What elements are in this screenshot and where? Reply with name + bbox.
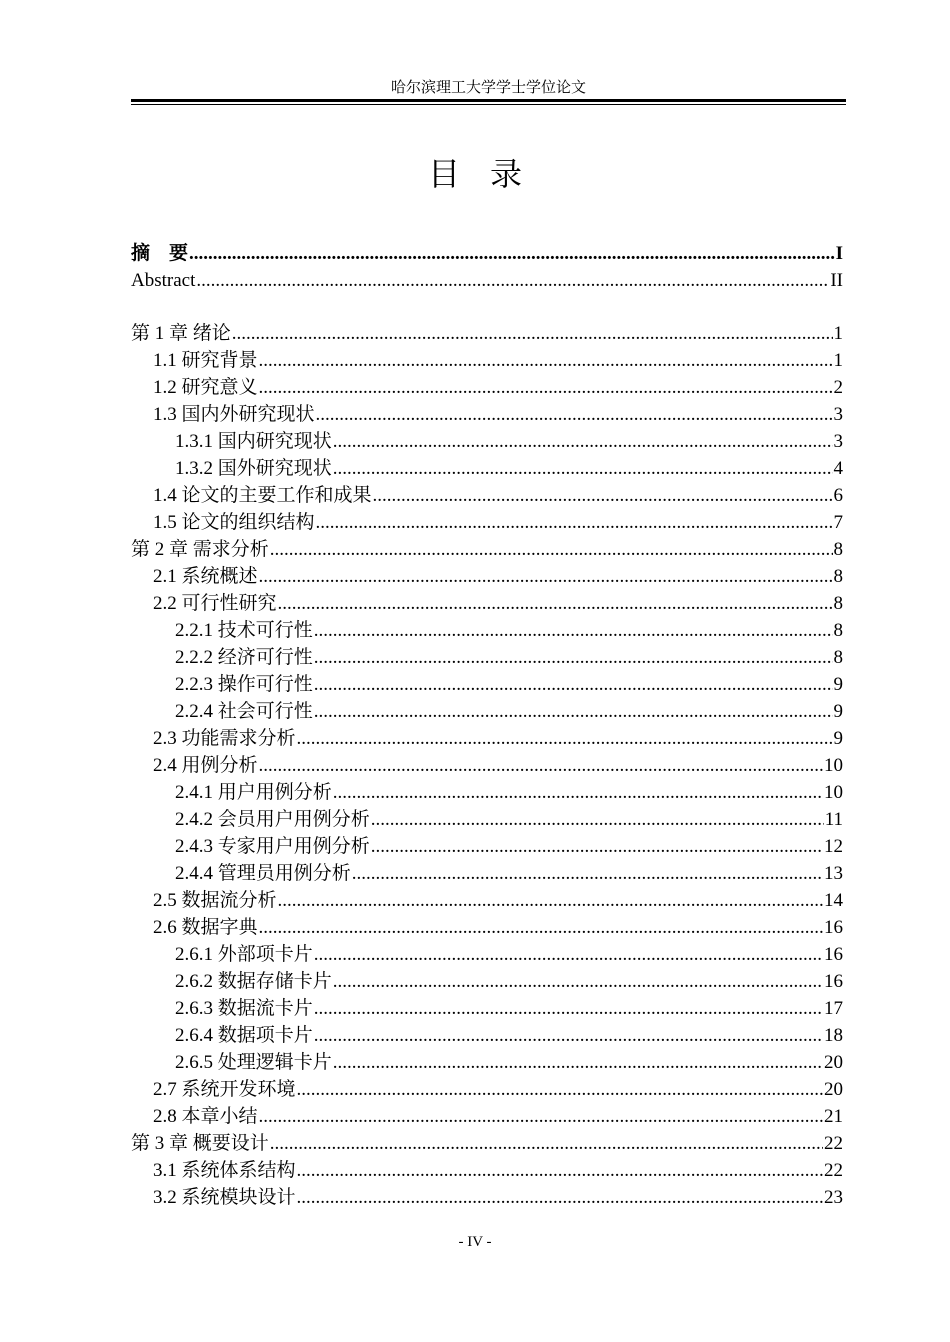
dot-leader <box>297 725 833 752</box>
toc-entry-label: 第 3 章 概要设计 <box>131 1133 269 1154</box>
header-rule-thick <box>131 99 846 102</box>
toc-entry[interactable] <box>131 455 843 482</box>
toc-entry-label: 1.3.2 国外研究现状 <box>175 458 332 479</box>
toc-entry[interactable] <box>131 509 843 536</box>
toc-entry[interactable] <box>131 347 843 374</box>
toc-entry-label: 1.3.1 国内研究现状 <box>175 431 332 452</box>
running-header: 哈尔滨理工大学学士学位论文 <box>390 80 586 96</box>
dot-leader <box>259 563 833 590</box>
dot-leader <box>373 482 833 509</box>
toc-entry-label: 2.2.3 操作可行性 <box>175 674 313 695</box>
toc-entry-page: 10 <box>824 782 843 803</box>
toc-entry[interactable] <box>131 320 843 347</box>
dot-leader <box>352 860 823 887</box>
toc-entry[interactable] <box>131 671 843 698</box>
toc-entry-page: 16 <box>824 944 843 965</box>
toc-entry[interactable] <box>131 752 843 779</box>
toc-entry-page: 9 <box>833 728 843 749</box>
toc-entry-label: 1.5 论文的组织结构 <box>153 512 315 533</box>
dot-leader <box>297 1076 823 1103</box>
toc-entry-page: 18 <box>824 1025 843 1046</box>
toc-entry[interactable] <box>131 267 843 294</box>
toc-entry-page: 1 <box>833 350 843 371</box>
toc-entry-page: 7 <box>833 512 843 533</box>
dot-leader <box>314 698 833 725</box>
toc-title: 目录 <box>427 155 552 193</box>
toc-entry-label: 2.4.2 会员用户用例分析 <box>175 809 370 830</box>
dot-leader <box>314 617 833 644</box>
toc-entry-page: 22 <box>824 1133 843 1154</box>
toc-entry[interactable] <box>131 536 843 563</box>
toc-entry-label: 2.1 系统概述 <box>153 566 258 587</box>
dot-leader <box>270 536 833 563</box>
toc-entry[interactable] <box>131 1130 843 1157</box>
toc-entry[interactable] <box>131 860 843 887</box>
dot-leader <box>259 1103 823 1130</box>
toc-entry-page: 20 <box>824 1079 843 1100</box>
toc-entry-page: 23 <box>824 1187 843 1208</box>
toc-entry-label: 1.4 论文的主要工作和成果 <box>153 485 372 506</box>
front-matter-list <box>131 240 843 294</box>
toc-entry-page: 20 <box>824 1052 843 1073</box>
toc-entry-label: 2.2.2 经济可行性 <box>175 647 313 668</box>
toc-entry-label: 2.6.2 数据存储卡片 <box>175 971 332 992</box>
toc-entry-label: 2.4.1 用户用例分析 <box>175 782 332 803</box>
toc-entry-page: 2 <box>833 377 843 398</box>
toc-entry[interactable] <box>131 833 843 860</box>
toc-entry-page: 14 <box>824 890 843 911</box>
toc-entry-page: 6 <box>833 485 843 506</box>
toc-entry-page: 4 <box>833 458 843 479</box>
toc-entry[interactable] <box>131 698 843 725</box>
dot-leader <box>333 779 823 806</box>
dot-leader <box>333 428 833 455</box>
toc-entry-page: 9 <box>833 701 843 722</box>
toc-entry-label: 第 1 章 绪论 <box>131 323 231 344</box>
dot-leader <box>259 347 833 374</box>
toc-entry[interactable] <box>131 374 843 401</box>
toc-entry-label: 2.2 可行性研究 <box>153 593 277 614</box>
dot-leader <box>316 401 833 428</box>
dot-leader <box>371 806 824 833</box>
toc-entry[interactable] <box>131 914 843 941</box>
section-gap <box>131 294 843 320</box>
toc-entry[interactable] <box>131 968 843 995</box>
toc-entry-label: 2.2.1 技术可行性 <box>175 620 313 641</box>
dot-leader <box>316 509 833 536</box>
toc-entry-label: 2.6.5 处理逻辑卡片 <box>175 1052 332 1073</box>
toc-entry[interactable] <box>131 240 843 267</box>
toc-entry[interactable] <box>131 1076 843 1103</box>
toc-entry[interactable] <box>131 590 843 617</box>
toc-entry-label: 3.2 系统模块设计 <box>153 1187 296 1208</box>
toc-entry-label: 摘 要 <box>131 243 189 264</box>
chapter-entry-list <box>131 320 843 1211</box>
dot-leader <box>314 1022 823 1049</box>
toc-entry-page: 10 <box>824 755 843 776</box>
dot-leader <box>297 1184 823 1211</box>
toc-entry-page: 16 <box>824 917 843 938</box>
toc-entry-page: 8 <box>833 593 843 614</box>
dot-leader <box>297 1157 823 1184</box>
toc-entry-label: 2.4.3 专家用户用例分析 <box>175 836 370 857</box>
toc-entry-label: 2.6 数据字典 <box>153 917 258 938</box>
dot-leader <box>314 644 833 671</box>
toc-entry-label: 3.1 系统体系结构 <box>153 1160 296 1181</box>
toc-entry[interactable] <box>131 428 843 455</box>
toc-entry-page: 8 <box>833 539 843 560</box>
header-rule-thin <box>131 104 846 105</box>
toc-entry-label: 2.4.4 管理员用例分析 <box>175 863 351 884</box>
toc-entry-label: 2.7 系统开发环境 <box>153 1079 296 1100</box>
dot-leader <box>314 941 823 968</box>
toc-entry-page: 12 <box>824 836 843 857</box>
dot-leader <box>259 914 823 941</box>
toc-entry-label: 2.6.1 外部项卡片 <box>175 944 313 965</box>
toc-entry[interactable] <box>131 941 843 968</box>
dot-leader <box>333 1049 823 1076</box>
toc-entry-page: 9 <box>833 674 843 695</box>
toc-entry-page: 1 <box>833 323 843 344</box>
dot-leader <box>314 671 833 698</box>
toc-entry-page: II <box>830 270 843 291</box>
toc-entry[interactable] <box>131 1184 843 1211</box>
toc-entry[interactable] <box>131 401 843 428</box>
toc-entry[interactable] <box>131 779 843 806</box>
toc-entry-page: I <box>835 243 843 264</box>
toc-entry-page: 8 <box>833 620 843 641</box>
toc-entry[interactable] <box>131 725 843 752</box>
toc-entry-label: 2.2.4 社会可行性 <box>175 701 313 722</box>
dot-leader <box>189 240 835 267</box>
toc-entry[interactable] <box>131 1157 843 1184</box>
toc-entry-page: 13 <box>824 863 843 884</box>
toc-entry-page: 8 <box>833 647 843 668</box>
page-number: - IV - <box>458 1234 492 1250</box>
toc-entry[interactable] <box>131 617 843 644</box>
toc-entry-label: 1.3 国内外研究现状 <box>153 404 315 425</box>
toc-entry-page: 11 <box>824 809 843 830</box>
toc-entry-page: 3 <box>833 404 843 425</box>
toc-entry[interactable] <box>131 482 843 509</box>
dot-leader <box>232 320 833 347</box>
dot-leader <box>371 833 823 860</box>
table-of-contents <box>131 240 843 1211</box>
dot-leader <box>259 752 823 779</box>
toc-entry[interactable] <box>131 887 843 914</box>
toc-entry-label: 第 2 章 需求分析 <box>131 539 269 560</box>
toc-entry[interactable] <box>131 1022 843 1049</box>
toc-entry-page: 22 <box>824 1160 843 1181</box>
dot-leader <box>270 1130 823 1157</box>
toc-entry[interactable] <box>131 1103 843 1130</box>
dot-leader <box>259 374 833 401</box>
toc-entry[interactable] <box>131 995 843 1022</box>
toc-entry-label: 2.3 功能需求分析 <box>153 728 296 749</box>
toc-entry-label: 1.2 研究意义 <box>153 377 258 398</box>
toc-entry[interactable] <box>131 1049 843 1076</box>
dot-leader <box>278 887 823 914</box>
toc-entry-label: 1.1 研究背景 <box>153 350 258 371</box>
toc-entry[interactable] <box>131 563 843 590</box>
toc-entry[interactable] <box>131 806 843 833</box>
toc-entry-label: Abstract <box>131 270 196 291</box>
dot-leader <box>333 968 823 995</box>
dot-leader <box>196 267 829 294</box>
toc-entry-page: 8 <box>833 566 843 587</box>
toc-entry-label: 2.6.3 数据流卡片 <box>175 998 313 1019</box>
dot-leader <box>314 995 823 1022</box>
toc-entry-label: 2.5 数据流分析 <box>153 890 277 911</box>
toc-entry-page: 16 <box>824 971 843 992</box>
toc-entry-label: 2.6.4 数据项卡片 <box>175 1025 313 1046</box>
toc-entry-page: 3 <box>833 431 843 452</box>
dot-leader <box>278 590 833 617</box>
toc-entry-label: 2.4 用例分析 <box>153 755 258 776</box>
toc-entry-page: 17 <box>824 998 843 1019</box>
dot-leader <box>333 455 833 482</box>
toc-entry[interactable] <box>131 644 843 671</box>
toc-entry-label: 2.8 本章小结 <box>153 1106 258 1127</box>
toc-entry-page: 21 <box>824 1106 843 1127</box>
